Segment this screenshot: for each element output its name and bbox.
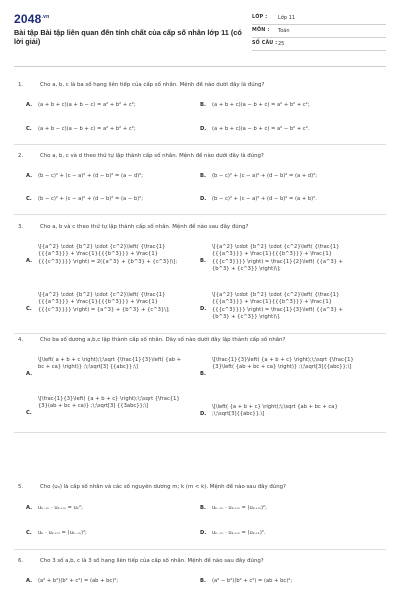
option-letter: C. xyxy=(26,306,32,312)
option-letter: B. xyxy=(200,578,206,584)
option-letter: B. xyxy=(200,102,206,108)
option-text: (a + b + c)(a − b + c) = a² − b² + c². xyxy=(212,126,310,132)
question-number: 3. xyxy=(18,224,24,230)
question-divider xyxy=(14,432,386,433)
option-letter: C. xyxy=(26,126,32,132)
option-text: (b − c)² + (c − a)² + (d − b)² = (a + b)². xyxy=(212,196,317,202)
question-text: Cho a, b và c theo thứ tự lập thành cấp số nhân. Mệnh đề nào sau đây đúng? xyxy=(40,224,249,230)
question-text: Cho ba số dương a,b,c lập thành cấp số nhân. Dãy số nào dưới đây lập thành cấp số nhân? xyxy=(40,337,286,343)
option-letter: B. xyxy=(200,173,206,179)
option-letter: D. xyxy=(200,530,207,536)
option-text: uₖ₋ₘ · uₖ₊ₘ = (uₖ₊ₘ)²; xyxy=(212,505,267,511)
option-text: \[{a^2} \cdot {b^2} \cdot {c^2}\left( {\frac{1}{{{a^3}}} + \frac{1}{{{b^3}}} + \frac{1}{{{c^3}}}} \right) = 2({a^3} + {b^3} + {c^3})\]; xyxy=(38,244,178,265)
option-letter: A. xyxy=(26,371,33,377)
question-divider xyxy=(14,144,386,145)
question-number: 6. xyxy=(18,558,24,564)
option-letter: A. xyxy=(26,173,33,179)
meta-row-class xyxy=(252,12,386,25)
option-letter: D. xyxy=(200,411,207,417)
meta-key: MÔN : xyxy=(252,28,270,33)
option-text: (a² − b²)(b² + c²) = (ab + bc)²; xyxy=(212,578,293,584)
header-divider xyxy=(14,66,386,67)
meta-key: LỚP : xyxy=(252,15,268,20)
meta-value: Lớp 11 xyxy=(278,15,295,21)
option-text: (a + b + c)(a + b − c) = a² + b² + c²; xyxy=(38,102,136,108)
question-number: 5. xyxy=(18,484,24,490)
option-letter: A. xyxy=(26,102,33,108)
option-text: (b − c)² + (c − a)² + (d − b)² = (a + d)²; xyxy=(212,173,318,179)
option-text: \[\left( a + b + c \right);\;\sqrt {\frac{1}{3}\left( {ab + bc + ca} \right)} ;\;\sqrt[3] {{abc}};\] xyxy=(38,357,182,371)
question-divider xyxy=(14,549,386,550)
option-text: \[{a^2} \cdot {b^2} \cdot {c^2}\left( {\frac{1}{{{a^3}}} + \frac{1}{{{b^3}}} + \frac{1}{{{c^3}}}} \right) = {a^3} + {b^3} + {c^3}\]; xyxy=(38,292,170,313)
option-letter: B. xyxy=(200,258,206,264)
option-text: (a + b − c)(a − b + c) = a² + b² + c²; xyxy=(38,126,136,132)
option-letter: C. xyxy=(26,530,32,536)
option-letter: D. xyxy=(200,306,207,312)
option-text: \[\frac{1}{3}\left( {a + b + c} \right);\;\sqrt {\frac{1}{3}\left( {ab + bc + ca} \right)} ;\;\sqrt[3]{{abc}};\] xyxy=(212,357,354,371)
option-text: \[{a^2} \cdot {b^2} \cdot {c^2}\left( {\frac{1}{{{a^3}}} + \frac{1}{{{b^3}}} + \frac{1}{{{c^3}}}} \right) = \frac{1}{3}\left( {{a^3} + {b^3} + {c^3}} \right)\]. xyxy=(212,292,343,321)
meta-value: 25 xyxy=(278,41,285,47)
option-letter: A. xyxy=(26,578,33,584)
option-letter: C. xyxy=(26,196,32,202)
header xyxy=(14,12,386,58)
meta-row-count xyxy=(252,38,386,51)
option-text: (a² + b²)(b² + c²) = (ab + bc)²; xyxy=(38,578,119,584)
meta-table xyxy=(252,12,386,51)
question-text: Cho a, b, c và d theo thứ tự lập thành cấp số nhân. Mệnh đề nào dưới đây là đúng? xyxy=(40,153,264,159)
logo-tld: .vn xyxy=(41,14,50,20)
question-number: 1. xyxy=(18,82,24,88)
meta-row-subject xyxy=(252,25,386,38)
logo-text: 2048 xyxy=(14,12,42,26)
option-text: \[\frac{1}{3}\left( {a + b + c} \right);\;\sqrt {\frac{1}{3}(ab + bc + ca)} ;\;\sqrt[3] {{3abc}};\] xyxy=(38,396,180,410)
option-letter: A. xyxy=(26,258,33,264)
document-title: Bài tập Bài tập liên quan đến tính chất của cấp số nhân lớp 11 (có lời giải) xyxy=(14,28,242,46)
option-letter: A. xyxy=(26,505,33,511)
option-letter: B. xyxy=(200,505,206,511)
question-text: Cho a, b, c là ba số hạng liên tiếp của cấp số nhân. Mệnh đề nào dưới đây là đúng? xyxy=(40,82,265,88)
question-text: Cho (uₙ) là cấp số nhân và các số nguyên dương m; k (m < k). Mệnh đề nào sau đây đúng? xyxy=(40,484,286,490)
option-text: uₖ₋ₘ · uₖ₊ₘ = uₖ²; xyxy=(38,505,83,511)
question-number: 2. xyxy=(18,153,24,159)
option-letter: D. xyxy=(200,126,207,132)
option-text: uₖ · uₖ₊ₘ = (uₖ₋ₘ)²; xyxy=(38,530,87,536)
option-letter: B. xyxy=(200,371,206,377)
option-text: \[\left( {a + b + c} \right);\;\sqrt {ab + bc + ca} ;\;\sqrt[3]{{abc}}.\] xyxy=(212,404,338,418)
site-logo[interactable] xyxy=(14,12,49,26)
question-divider xyxy=(14,214,386,215)
option-letter: C. xyxy=(26,410,32,416)
meta-value: Toán xyxy=(278,28,290,34)
meta-key: SỐ CÂU : xyxy=(252,41,278,46)
option-text: (b − c)² + (c − a)² + (d − b)² = (a − d)²; xyxy=(38,173,144,179)
option-letter: D. xyxy=(200,196,207,202)
question-text: Cho 3 số a,b, c là 3 số hạng liên tiếp của cấp số nhân. Mệnh đề nào sau đây đúng? xyxy=(40,558,264,564)
option-text: uₖ₋ₘ · uₖ₊ₘ = (uₖ₊₁)². xyxy=(212,530,266,536)
option-text: \[{a^2} \cdot {b^2} \cdot {c^2}\left( {\frac{1}{{{a^3}}} + \frac{1}{{{b^3}}} + \frac{1}{{{c^3}}}} \right) = \frac{1}{2}\left( {{a^3} + {b^3} + {c^3}} \right)\]; xyxy=(212,244,343,273)
question-divider xyxy=(14,333,386,334)
option-text: (b − c)² + (c − a)² + (d − b)² = (a − b)²; xyxy=(38,196,144,202)
question-number: 4. xyxy=(18,337,24,343)
option-text: (a + b + c)(a − b + c) = a² + b² + c²; xyxy=(212,102,310,108)
